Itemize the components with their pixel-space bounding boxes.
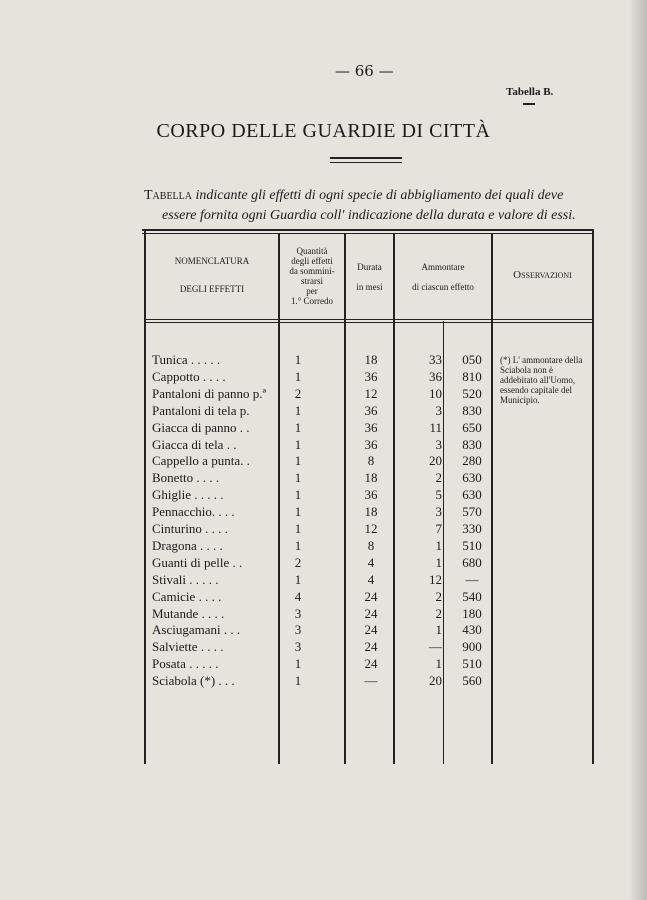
- item-amount-lire: 5: [435, 487, 442, 503]
- page-title: CORPO DELLE GUARDIE DI CITTÀ: [156, 120, 491, 142]
- item-amount-cents: 630: [462, 487, 482, 503]
- item-amount-lire: 10: [429, 385, 442, 401]
- item-quantity: 1: [294, 470, 302, 486]
- item-amount-cents: 680: [462, 554, 482, 570]
- observation-note: (*) L' ammontare della Sciabola non è addebitato all'Uomo, essendo capitale del Municipio.: [500, 355, 583, 405]
- item-duration: 8: [367, 453, 375, 469]
- item-name: Stivali . . . . .: [152, 571, 219, 587]
- item-duration: 36: [364, 487, 378, 503]
- item-name: Salviette . . . .: [152, 639, 224, 655]
- table-top-rule-thin: [142, 233, 594, 234]
- item-name: Mutande . . . .: [152, 605, 225, 621]
- table-row: [150, 521, 590, 537]
- item-duration: 36: [364, 419, 378, 435]
- header-quantita-line: degli effetti: [291, 256, 333, 266]
- item-amount-cents: 810: [462, 368, 482, 384]
- table-row: [150, 538, 590, 554]
- item-name: Camicie . . . .: [152, 588, 222, 604]
- item-quantity: 1: [294, 487, 302, 503]
- table-row: [150, 403, 590, 419]
- page-number: — 66 —: [335, 62, 394, 80]
- item-duration: 12: [364, 521, 378, 536]
- item-amount-lire: 3: [435, 504, 442, 520]
- item-quantity: 3: [294, 605, 302, 621]
- item-name: Tunica . . . . .: [152, 352, 221, 367]
- header-quantita-line: da sommini-: [289, 266, 335, 276]
- item-amount-lire: 33: [429, 352, 442, 367]
- item-amount-lire: 3: [435, 436, 442, 452]
- item-amount-lire: 20: [429, 453, 442, 469]
- item-amount-lire: 36: [429, 368, 442, 384]
- table-border-left: [144, 229, 146, 764]
- item-amount-lire: 7: [435, 521, 442, 536]
- table-row: [150, 555, 590, 571]
- item-name: Giacca di panno . .: [152, 419, 250, 435]
- item-amount-cents: 900: [462, 639, 482, 655]
- item-name: Asciugamani . . .: [152, 622, 241, 638]
- item-amount-cents: 180: [462, 605, 482, 621]
- item-quantity: 2: [294, 554, 302, 570]
- item-duration: 36: [364, 368, 378, 384]
- item-name: Guanti di pelle . .: [152, 554, 243, 570]
- item-duration: 24: [364, 622, 378, 638]
- item-quantity: 1: [294, 521, 302, 536]
- item-quantity: 1: [294, 368, 302, 384]
- item-duration: —: [364, 673, 378, 689]
- header-durata: Durata: [357, 262, 382, 272]
- table-row: [150, 437, 590, 453]
- item-amount-lire: 1: [435, 622, 442, 638]
- item-quantity: 3: [294, 639, 302, 655]
- item-amount-lire: 1: [435, 656, 442, 672]
- item-quantity: 1: [294, 656, 302, 672]
- item-quantity: 1: [294, 436, 302, 452]
- caption-line-2: essere fornita ogni Guardia coll' indicazione della durata e valore di essi.: [162, 208, 576, 223]
- item-duration: 4: [367, 554, 375, 570]
- item-name: Cinturino . . . .: [152, 521, 228, 536]
- item-amount-lire: 2: [435, 605, 442, 621]
- table-top-rule: [142, 229, 594, 231]
- item-quantity: 1: [294, 571, 302, 587]
- table-caption: [144, 186, 594, 226]
- item-amount-lire: 1: [435, 554, 442, 570]
- item-name: Pennacchio. . . .: [152, 504, 235, 520]
- table-row: [150, 622, 590, 638]
- table-row: [150, 504, 590, 520]
- item-amount-cents: —: [465, 571, 479, 587]
- item-quantity: 4: [294, 588, 302, 604]
- table-row: [150, 470, 590, 486]
- item-name: Bonetto . . . .: [152, 470, 220, 486]
- item-amount-cents: 560: [462, 673, 482, 689]
- item-amount-lire: 12: [429, 571, 442, 587]
- item-amount-cents: 520: [462, 385, 482, 401]
- item-name: Dragona . . . .: [152, 537, 223, 553]
- item-duration: 18: [364, 470, 378, 486]
- header-quantita-line: per: [306, 286, 318, 296]
- item-amount-cents: 330: [462, 521, 482, 536]
- item-amount-cents: 510: [462, 537, 482, 553]
- item-duration: 36: [364, 402, 378, 418]
- caption-lead: Tabella: [144, 188, 192, 203]
- table-border-right: [592, 229, 594, 764]
- caption-line-1: indicante gli effetti di ogni specie di abbigliamento dei quali deve: [195, 188, 564, 203]
- item-amount-lire: 2: [435, 470, 442, 486]
- table-row: [150, 606, 590, 622]
- header-ammontare: Ammontare: [421, 262, 465, 272]
- item-name: Ghiglie . . . . .: [152, 487, 224, 503]
- item-duration: 12: [364, 385, 378, 401]
- header-quantita-line: 1.° Corredo: [290, 296, 334, 306]
- item-quantity: 2: [294, 385, 302, 401]
- item-name: Sciabola (*) . . .: [152, 673, 235, 689]
- item-quantity: 1: [294, 352, 302, 367]
- header-nomenclatura: NOMENCLATURA: [174, 256, 250, 266]
- item-amount-cents: 830: [462, 436, 482, 452]
- table-row: [150, 572, 590, 588]
- table-reference-rule: [523, 103, 535, 105]
- item-name: Posata . . . . .: [152, 656, 219, 672]
- item-amount-lire: —: [429, 639, 442, 655]
- item-amount-cents: 280: [462, 453, 482, 469]
- item-quantity: 1: [294, 453, 302, 469]
- item-name: Pantaloni di panno p.ª: [152, 385, 267, 401]
- item-amount-cents: 540: [462, 588, 482, 604]
- item-duration: 24: [364, 639, 378, 655]
- header-rule-thin: [144, 322, 594, 323]
- item-duration: 24: [364, 588, 378, 604]
- item-amount-cents: 570: [462, 504, 482, 520]
- table-row: [150, 656, 590, 672]
- item-amount-lire: 11: [429, 419, 442, 435]
- header-rule: [144, 319, 594, 320]
- item-quantity: 1: [294, 419, 302, 435]
- item-quantity: 1: [294, 504, 302, 520]
- table-row: [150, 420, 590, 436]
- item-amount-lire: 2: [435, 588, 442, 604]
- header-in-mesi: in mesi: [356, 282, 383, 292]
- item-duration: 4: [367, 571, 375, 587]
- item-name: Cappello a punta. .: [152, 453, 250, 469]
- item-duration: 36: [364, 436, 378, 452]
- item-duration: 8: [367, 537, 375, 553]
- item-duration: 18: [364, 352, 378, 367]
- item-name: Pantaloni di tela p.: [152, 402, 250, 418]
- item-name: Giacca di tela . .: [152, 436, 237, 452]
- header-di-ciascun-effetto: di ciascun effetto: [412, 282, 474, 292]
- header-degli-effetti: DEGLI EFFETTI: [179, 284, 245, 294]
- item-amount-lire: 3: [435, 402, 442, 418]
- header-quantita-line: strarsi: [301, 276, 323, 286]
- title-rule-thin: [330, 162, 402, 163]
- item-name: Cappotto . . . .: [152, 368, 226, 384]
- table-row: [150, 453, 590, 469]
- item-amount-cents: 430: [462, 622, 482, 638]
- title-rule: [330, 157, 402, 159]
- table-row: [150, 589, 590, 605]
- table-row: [150, 673, 590, 689]
- item-amount-cents: 510: [462, 656, 482, 672]
- header-quantita: [280, 246, 344, 306]
- item-amount-cents: 630: [462, 470, 482, 486]
- item-amount-cents: 050: [462, 352, 482, 367]
- item-amount-lire: 20: [429, 673, 442, 689]
- item-quantity: 1: [294, 673, 302, 689]
- item-duration: 24: [364, 605, 378, 621]
- item-amount-cents: 830: [462, 402, 482, 418]
- item-quantity: 1: [294, 402, 302, 418]
- table-reference: Tabella B.: [506, 86, 554, 98]
- item-amount-cents: 650: [462, 419, 482, 435]
- header-osservazioni: Osservazioni: [513, 269, 572, 281]
- item-quantity: 3: [294, 622, 302, 638]
- item-amount-lire: 1: [435, 537, 442, 553]
- item-quantity: 1: [294, 537, 302, 553]
- item-duration: 24: [364, 656, 378, 672]
- item-duration: 18: [364, 504, 378, 520]
- header-quantita-line: Quantità: [296, 246, 328, 256]
- table-row: [150, 487, 590, 503]
- table-row: [150, 639, 590, 655]
